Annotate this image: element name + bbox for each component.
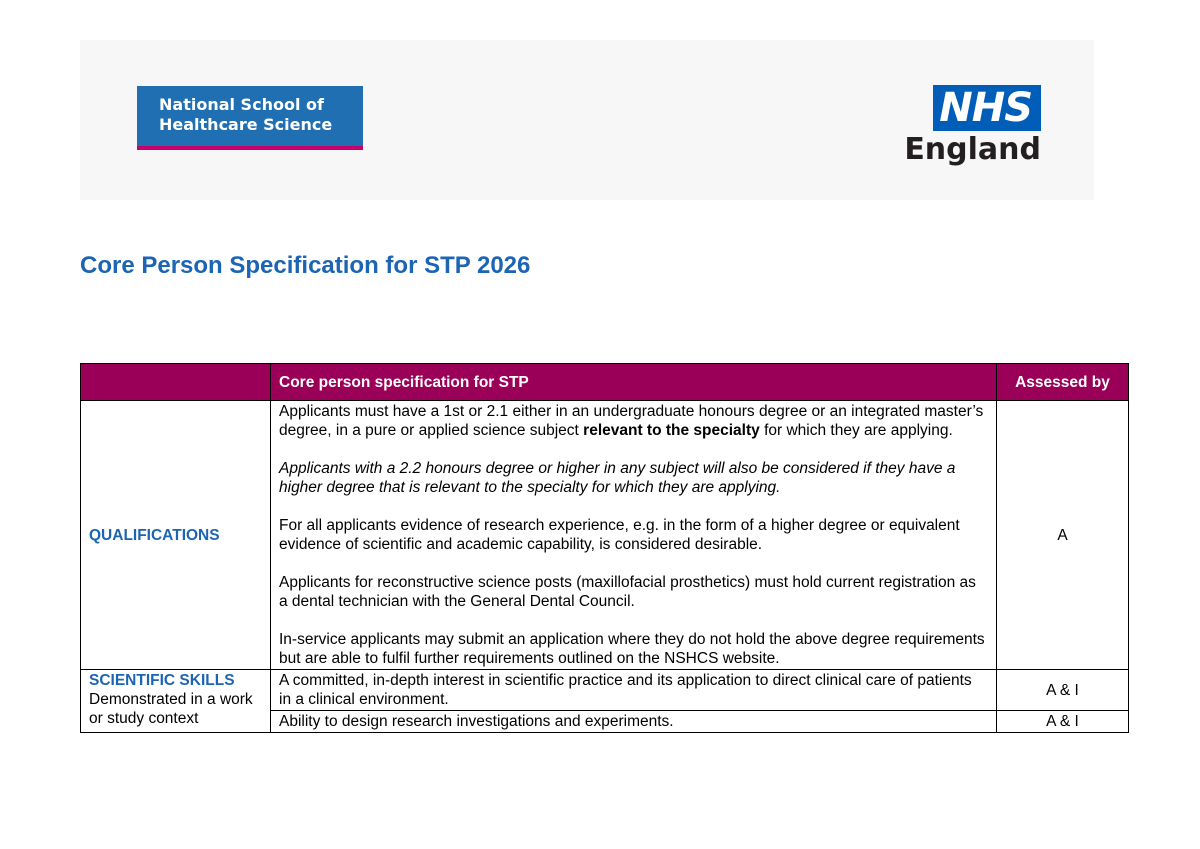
header-cell-assessed-by: Assessed by — [997, 364, 1129, 401]
qualifications-label: QUALIFICATIONS — [81, 401, 271, 670]
qualifications-paragraph-5: In-service applicants may submit an application where they do not hold the above degree requirements but are able to fulfil further requirements outlined on the NSHCS website. — [279, 631, 985, 667]
nhs-logo-mark: NHS — [933, 85, 1041, 131]
person-specification-table — [80, 363, 1129, 733]
nhs-england-logo — [889, 85, 1041, 167]
table-row-scientific-skills-1 — [81, 670, 1129, 711]
scientific-skills-spec-2: Ability to design research investigations and experiments. — [271, 711, 997, 733]
qualifications-assessed-by: A — [997, 401, 1129, 670]
table-header-row — [81, 364, 1129, 401]
scientific-skills-sublabel: Demonstrated in a work or study context — [89, 691, 253, 727]
qualifications-paragraph-3: For all applicants evidence of research experience, e.g. in the form of a higher degree or equivalent evidence of scientific and academic capability, is considered desirable. — [279, 517, 960, 553]
nhs-logo-region: England — [904, 132, 1041, 167]
header-cell-specification: Core person specification for STP — [271, 364, 997, 401]
nshcs-logo — [137, 86, 363, 150]
qualifications-p1-text-end: for which they are applying. — [759, 422, 953, 439]
qualifications-p1-emphasis: relevant to the specialty — [583, 422, 760, 439]
scientific-skills-assessed-by-1: A & I — [997, 670, 1129, 711]
page-title: Core Person Specification for STP 2026 — [80, 252, 531, 279]
qualifications-p1-text: Applicants must have a 1st or 2.1 either in an undergraduate honours degree or an integrated master’s degree, in a pure or applied science subject — [279, 403, 984, 439]
qualifications-paragraph-1 — [279, 402, 988, 440]
table-row-qualifications — [81, 401, 1129, 670]
nshcs-logo-line1: National School of — [159, 95, 324, 114]
scientific-skills-label-cell — [81, 670, 271, 733]
qualifications-paragraph-4: Applicants for reconstructive science posts (maxillofacial prosthetics) must hold current registration as a dental technician with the General Dental Council. — [279, 574, 976, 610]
qualifications-paragraph-2: Applicants with a 2.2 honours degree or higher in any subject will also be considered if they have a higher degree that is relevant to the specialty for which they are applying. — [279, 460, 956, 496]
scientific-skills-spec-1: A committed, in-depth interest in scientific practice and its application to direct clinical care of patients in a clinical environment. — [271, 670, 997, 711]
nshcs-logo-line2: Healthcare Science — [159, 115, 333, 134]
scientific-skills-assessed-by-2: A & I — [997, 711, 1129, 733]
scientific-skills-label: SCIENTIFIC SKILLS — [89, 672, 235, 689]
qualifications-spec — [271, 401, 997, 670]
header-cell-category — [81, 364, 271, 401]
